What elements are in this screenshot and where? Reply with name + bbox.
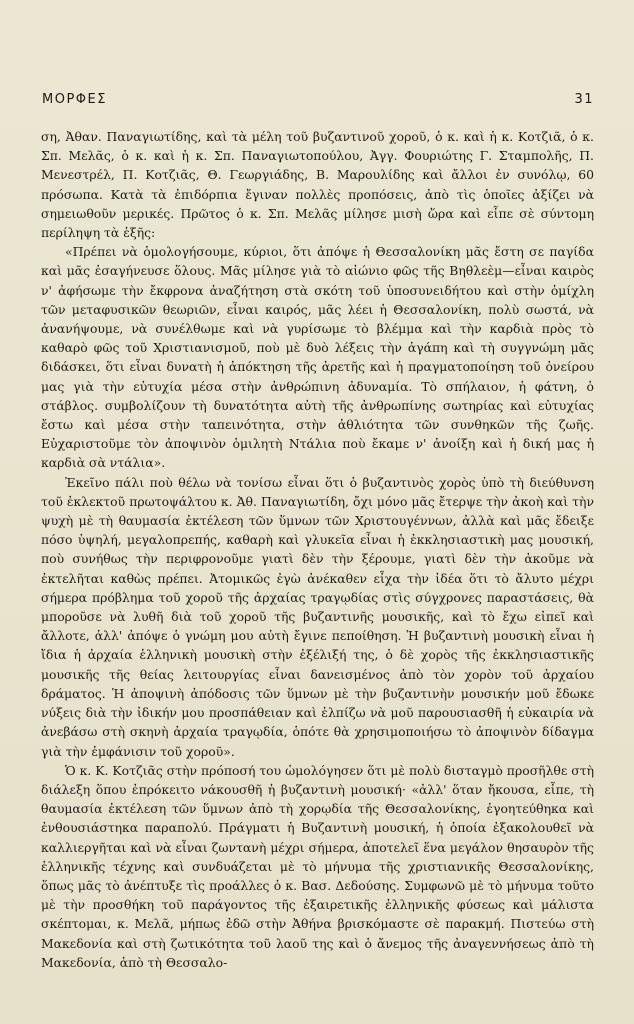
page-header xyxy=(42,92,594,112)
body-text xyxy=(41,127,594,972)
page-number: 31 xyxy=(574,92,594,107)
paragraph: Ἐκεῖνο πάλι ποὺ θέλω νὰ τονίσω εἶναι ὅτι ὁ βυζαντινὸς χορὸς ὑπὸ τὴ διεύθυνση τοῦ ἐκλεκτοῦ πρωτοψάλτου κ. Ἀθ. Παναγιωτίδη, ὄχι μόνο μᾶς ἔτερψε τὴν ἀκοὴ καὶ τὴν ψυχὴ μὲ τὴ θαυμασία ἐκτέλεση τῶν ὕμνων τῶν Χριστουγέννων, ἀλλὰ καὶ μᾶς ἔδειξε πόσο ὑψηλή, μεγαλοπρεπής, καθαρὴ καὶ γλυκεῖα εἶναι ἡ ἐκκλησιαστικὴ μας μουσική, ποὺ συνήθως τὴν περιφρονοῦμε γιατὶ δὲν τὴν ξέρουμε, γιατὶ δὲν τὴν ἀκοῦμε νὰ ἐκτελῆται καθὼς πρέπει. Ἀτομικῶς ἐγὼ ἀνέκαθεν εἶχα τὴν ἰδέα ὅτι τὸ ἄλυτο μέχρι σήμερα πρόβλημα τοῦ χοροῦ τῆς ἀρχαίας τραγῳδίας στὶς σύγχρονες παραστάσεις, θὰ μποροῦσε νὰ λυθῆ διὰ τοῦ χοροῦ τῆς βυζαντινῆς μουσικῆς, καὶ τὸ ἔχω εἰπεῖ καὶ ἄλλοτε, ἀλλ' ἀπόψε ὁ γνώμη μου αὐτὴ ἔγινε πεποίθηση. Ἡ βυζαντινὴ μουσικὴ εἶναι ἡ ἴδια ἡ ἀρχαία ἑλληνικὴ μουσικὴ στὴν ἐξέλιξή της, ὁ δὲ χορὸς τῆς ἐκκλησιαστικῆς μουσικῆς τῆς θείας λειτουργίας εἶναι δανεισμένος ἀπὸ τὸν χορὸν τοῦ ἀρχαίου δράματος. Ἡ ἀποψινὴ ἀπόδοσις τῶν ὕμνων μὲ τὴν βυζαντινὴν μουσικήν μοῦ ἔδωκε νύξεις διὰ τὴν ἰδικήν μου προσπάθειαν καὶ ἐλπίζω νὰ μοῦ παρουσιασθῆ ἡ εὐκαιρία νὰ ἀνεβάσω στὴ σκηνὴ ἀρχαία τραγῳδία, ὁπότε θὰ χρησιμοποιήσω τὸ ἀποψινὸν δίδαγμα γιὰ τὴν ἐμφάνισιν τοῦ χοροῦ». xyxy=(41,474,594,759)
paragraph: «Πρέπει νὰ ὁμολογήσουμε, κύριοι, ὅτι ἀπόψε ἡ Θεσσαλονίκη μᾶς ἔστη σε παγίδα καὶ μᾶς ἐσαγήνευσε ὅλους. Μᾶς μίλησε γιὰ τὸ αἰώνιο φῶς τῆς Βηθλεὲμ—εἶναι καιρὸς ν' ἀφήσωμε τὴν ἔκφρονα ἀναζήτηση στὰ σκότη τοῦ ὑποσυνειδήτου καὶ στὴν ὁμίχλη τῶν μεταφυσικῶν θεωριῶν, εἶναι καιρός, μᾶς λέει ἡ Θεσσαλονίκη, πολὺ σωστά, νὰ ἀνανήψουμε, νὰ συνέλθωμε καὶ νὰ γυρίσωμε τὸ βλέμμα καὶ τὴν καρδιὰ πρὸς τὸ καθαρὸ φῶς τοῦ Χριστιανισμοῦ, ποὺ μὲ δυὸ λέξεις τὴν ἀγάπη καὶ τὴ συγγνώμη μᾶς διδάσκει, ὅτι εἶναι δυνατὴ ἡ ἀπόκτηση τῆς ἀρετῆς καὶ ἡ πραγματοποίηση τοῦ ὀνείρου μας γιὰ τὴν εὐτυχία μέσα στὴν ἀνθρώπινη ἀδυναμία. Τὸ σπήλαιον, ἡ φάτνη, ὁ στάβλος. συμβολίζουν τὴ δυνατότητα αὐτὴ τῆς ἀνθρωπίνης σωτηρίας καὶ εὐτυχίας ἔστω καὶ μέσα στὴν ταπεινότητα, στὴν ἀθλιότητα τῶν συνθηκῶν τῆς ζωῆς. Εὐχαριστοῦμε τὸν ἀποψινὸν ὁμιλητὴ Ντάλια ποὺ ἔκαμε ν' ἀνοίξη καὶ ἡ δική μας ἡ καρδιὰ σὰ ντάλια». xyxy=(41,244,594,471)
paragraph: Ὁ κ. Κ. Κοτζιᾶς στὴν πρόποσή του ὡμολόγησεν ὅτι μὲ πολὺ δισταγμὸ προσῆλθε στὴ διάλεξη ὅπου ἐπρόκειτο νάκουσθῆ ἡ βυζαντινὴ μουσική· «ἀλλ' ὅταν ἤκουσα, εἶπε, τὴ θαυμασία ἐκτέλεση τῶν ὕμνων ἀπὸ τὴ χορῳδία τῆς Θεσσαλονίκης, ἐγοητεύθηκα καὶ ἐνθουσιάστηκα παραπολύ. Πράγματι ἡ Βυζαντινὴ μουσική, ἡ ὁποία ἐξακολουθεῖ νὰ καλλιεργῆται καὶ νὰ εἶναι ζωντανὴ μέχρι σήμερα, ἀποτελεῖ ἕνα μεγάλον θησαυρὸν τῆς ἑλληνικῆς τέχνης καὶ συνδυάζεται μὲ τὸ μήνυμα τῆς χριστιανικῆς Θεσσαλονίκης, ὅπως μᾶς τὸ ἀνέπτυξε τὶς προάλλες ὁ κ. Βασ. Δεδούσης. Συμφωνῶ μὲ τὸ μήνυμα τοῦτο μὲ τὴν προσθήκη τοῦ παράγοντος τῆς ἐξαιρετικῆς ἑλληνικῆς φύσεως καὶ μάλιστα σκέπτομαι, κ. Μελᾶ, μήπως ἐδῶ στὴν Ἀθήνα βρισκόμαστε σὲ παρακμή. Πιστεύω στὴ Μακεδονία καὶ στὴ ζωτικότητα τοῦ λαοῦ της καὶ ὁ ἄνεμος τῆς ἀναγεννήσεως ἀπὸ τὴ Μακεδονία, ἀπὸ τὴ Θεσσαλο- xyxy=(41,762,594,970)
paragraph: ση, Ἀθαν. Παναγιωτίδης, καὶ τὰ μέλη τοῦ βυζαντινοῦ χοροῦ, ὁ κ. καὶ ἡ κ. Κοτζιᾶ, ὁ κ. Σπ. Μελᾶς, ὁ κ. καὶ ἡ κ. Σπ. Παναγιωτοπούλου, Ἀγγ. Φουριώτης Γ. Σταμπολῆς, Π. Μενεστρέλ, Π. Κοτζιᾶς, Θ. Γεωργιάδης, Β. Μαρουλίδης καὶ ἄλλοι ἐν συνόλῳ, 60 πρόσωπα. Κατὰ τὰ ἐπιδόρπια ἔγιναν πολλὲς προπόσεις, ἀπὸ τὶς ὁποῖες ἀξίζει νὰ σημειωθοῦν μερικές. Πρῶτος ὁ κ. Σπ. Μελᾶς μίλησε μισὴ ὥρα καὶ εἶπε σὲ σύντομη περίληψη τὰ ἑξῆς: xyxy=(41,129,594,241)
running-title: ΜΟΡΦΕΣ xyxy=(42,92,107,107)
